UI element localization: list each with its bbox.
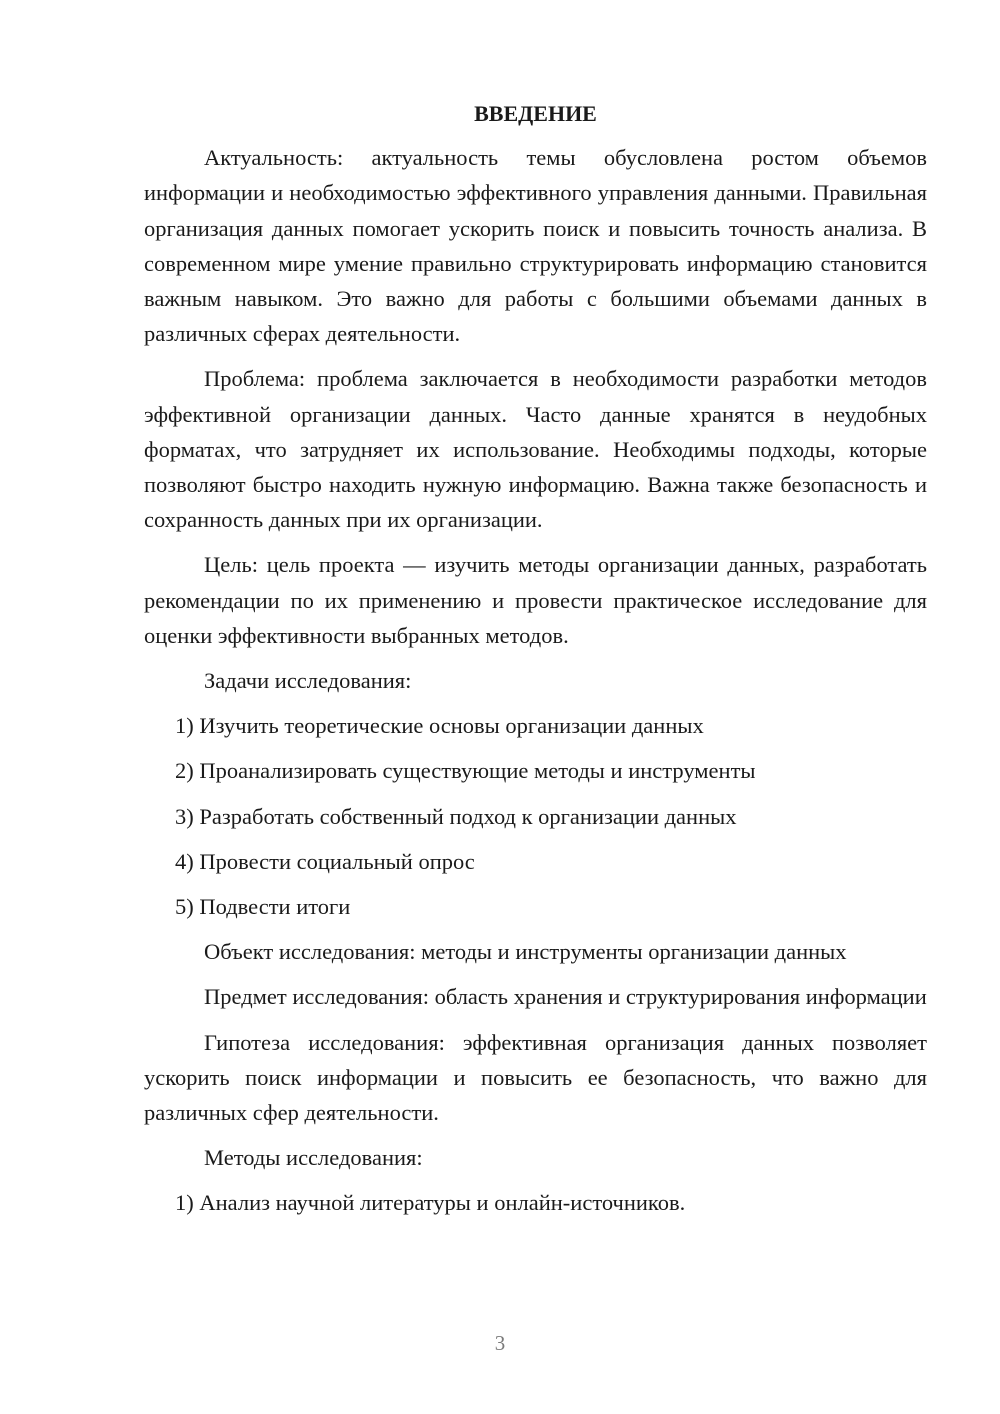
goal-paragraph: Цель: цель проекта — изучить методы организации данных, разработать рекомендации по их применению и провести практическое исследование для оценки эффективности выбранных методов. — [144, 552, 927, 648]
hypothesis-paragraph: Гипотеза исследования: эффективная организация данных позволяет ускорить поиск информации и повысить ее безопасность, что важно для различных сфер деятельности. — [144, 1029, 927, 1126]
tasks-title: Задачи исследования: — [204, 668, 412, 694]
page-number: 3 — [494, 1331, 506, 1355]
problem-paragraph: Проблема: проблема заключается в необходимости разработки методов эффективной организации данных. Часто данные хранятся в неудобных форматах, что затрудняет их использование. Необходимы подходы, которые позволяют быстро находить нужную информацию. Важна также безопасность и сохранность данных при их организации. — [144, 366, 927, 533]
document-page — [144, 96, 927, 1231]
task-item: 4) Провести социальный опрос — [175, 848, 475, 874]
task-item: 5) Подвести итоги — [175, 894, 351, 920]
object-paragraph: Объект исследования: методы и инструменты организации данных — [204, 939, 847, 965]
method-item: 1) Анализ научной литературы и онлайн-источников. — [175, 1190, 686, 1216]
task-item: 1) Изучить теоретические основы организации данных — [175, 713, 704, 739]
page-title: ВВЕДЕНИЕ — [474, 101, 597, 126]
methods-title: Методы исследования: — [204, 1145, 423, 1171]
task-item: 2) Проанализировать существующие методы и инструменты — [175, 758, 756, 784]
task-item: 3) Разработать собственный подход к организации данных — [175, 803, 737, 829]
subject-paragraph: Предмет исследования: область хранения и структурирования информации — [204, 984, 927, 1010]
relevance-paragraph: Актуальность: актуальность темы обусловлена ростом объемов информации и необходимостью эффективного управления данными. Правильная организация данных помогает ускорить поиск и повысить точность анализа. В современном мире умение правильно структурировать информацию становится важным навыком. Это важно для работы с большими объемами данных в различных сферах деятельности. — [144, 145, 927, 347]
